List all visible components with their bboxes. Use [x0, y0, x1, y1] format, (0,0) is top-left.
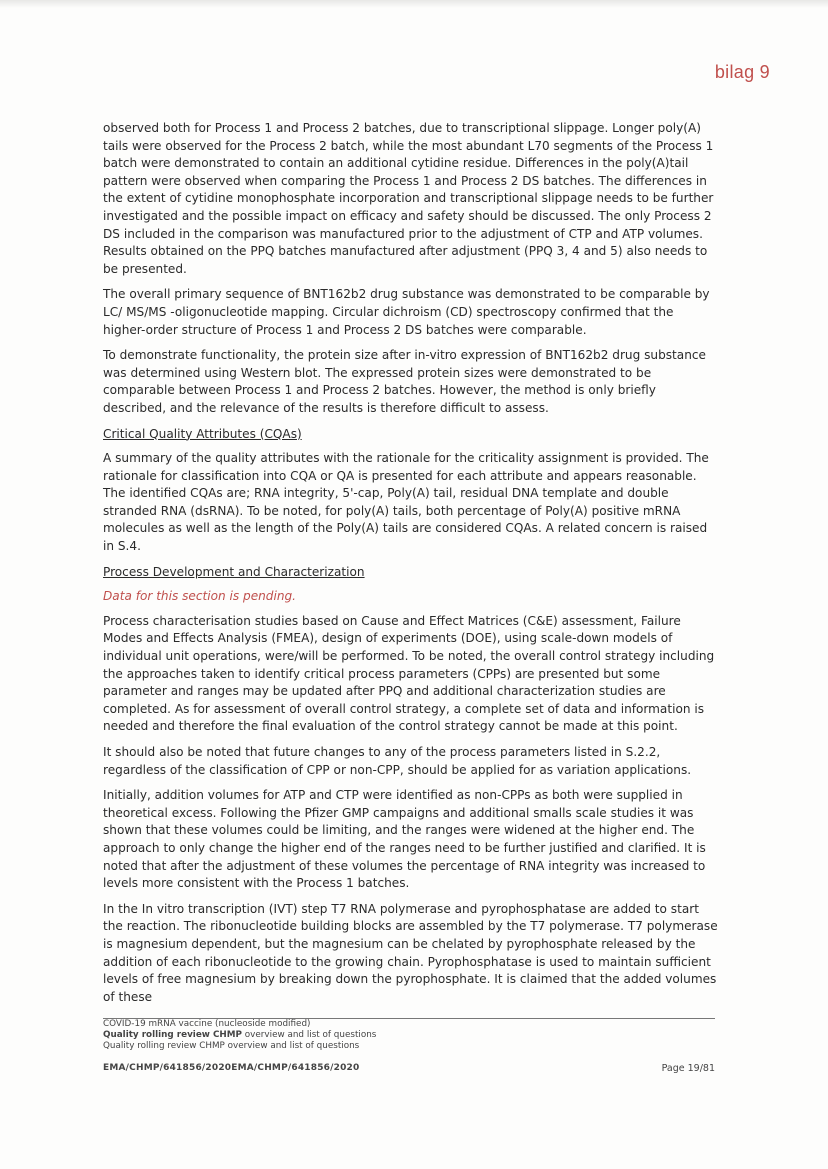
footer-title-rest: overview and list of questions: [242, 1030, 377, 1040]
page-edge: [0, 0, 828, 8]
pending-note: Data for this section is pending.: [103, 589, 297, 604]
body-paragraph: In the In vitro transcription (IVT) step T7 RNA polymerase and pyrophosphatase are added to start the reaction. The ribonucleotide building blocks are assembled by the T7 polymerase. T7 polymerase is magnesium dependent, but the magnesium can be chelated by pyrophosphate released by the addition of each ribonucleotide to the growing chain. Pyrophosphatase is used to maintain sufficient levels of free magnesium by breaking down the pyrophosphate. It is claimed that the added volumes of these: [103, 901, 718, 1004]
document-reference: EMA/CHMP/641856/2020EMA/CHMP/641856/2020: [103, 1063, 360, 1073]
footer-product: COVID-19 mRNA vaccine (nucleoside modified): [103, 1019, 311, 1029]
bilag-stamp: bilag 9: [714, 62, 770, 82]
body-paragraph: It should also be noted that future changes to any of the process parameters listed in S.2.2, regardless of the classification of CPP or non-CPP, should be applied for as variation applications.: [103, 745, 692, 777]
body-paragraph: To demonstrate functionality, the protein size after in-vitro expression of BNT162b2 drug substance was determined using Western blot. The expressed protein sizes were demonstrated to be comparable between Process 1 and Process 2 batches. However, the method is only briefly described, and the relevance of the results is therefore difficult to assess.: [103, 348, 706, 415]
document-body: [103, 120, 719, 1014]
section-heading-cqa: Critical Quality Attributes (CQAs): [103, 426, 302, 441]
page-number: Page 19/81: [661, 1063, 715, 1074]
footer-title: [103, 1030, 376, 1041]
footer-text: [103, 1019, 376, 1052]
body-paragraph: A summary of the quality attributes with the rationale for the criticality assignment is provided. The rationale for classification into CQA or QA is presented for each attribute and appears reasonable. The identified CQAs are; RNA integrity, 5'-cap, Poly(A) tail, residual DNA template and double stranded RNA (dsRNA). To be noted, for poly(A) tails, both percentage of Poly(A) positive mRNA molecules as well as the length of the Poly(A) tails are considered CQAs. A related concern is raised in S.4.: [103, 451, 709, 554]
footer-title-bold: Quality rolling review CHMP: [103, 1030, 242, 1040]
body-paragraph: observed both for Process 1 and Process 2 batches, due to transcriptional slippage. Longer poly(A) tails were observed for the Process 2 batch, while the most abundant L70 segments of the Process 1 batch were demonstrated to contain an additional cytidine residue. Differences in the poly(A)tail pattern were observed when comparing the Process 1 and Process 2 DS batches. The differences in the extent of cytidine monophosphate incorporation and transcriptional slippage needs to be further investigated and the possible impact on efficacy and safety should be discussed. The only Process 2 DS included in the comparison was manufactured prior to the adjustment of CTP and ATP volumes. Results obtained on the PPQ batches manufactured after adjustment (PPQ 3, 4 and 5) also needs to be presented.: [103, 121, 714, 276]
body-paragraph: The overall primary sequence of BNT162b2 drug substance was demonstrated to be comparable by LC/ MS/MS -oligonucleotide mapping. Circular dichroism (CD) spectroscopy confirmed that the higher-order structure of Process 1 and Process 2 DS batches were comparable.: [103, 287, 710, 337]
footer-subtitle: Quality rolling review CHMP overview and list of questions: [103, 1041, 360, 1051]
body-paragraph: Process characterisation studies based on Cause and Effect Matrices (C&E) assessment, Failure Modes and Effects Analysis (FMEA), design of experiments (DOE), using scale-down models of individual unit operations, were/will be performed. To be noted, the overall control strategy including the approaches taken to identify critical process parameters (CPPs) are presented but some parameter and ranges may be updated after PPQ and additional characterization studies are completed. As for assessment of overall control strategy, a complete set of data and information is needed and therefore the final evaluation of the control strategy cannot be made at this point.: [103, 613, 715, 734]
section-heading-process: Process Development and Characterization: [103, 564, 365, 579]
body-paragraph: Initially, addition volumes for ATP and CTP were identified as non-CPPs as both were supplied in theoretical excess. Following the Pfizer GMP campaigns and additional smalls scale studies it was shown that these volumes could be limiting, and the ranges were widened at the higher end. The approach to only change the higher end of the ranges need to be further justified and clarified. It is noted that after the adjustment of these volumes the percentage of RNA integrity was increased to levels more consistent with the Process 1 batches.: [103, 788, 706, 891]
